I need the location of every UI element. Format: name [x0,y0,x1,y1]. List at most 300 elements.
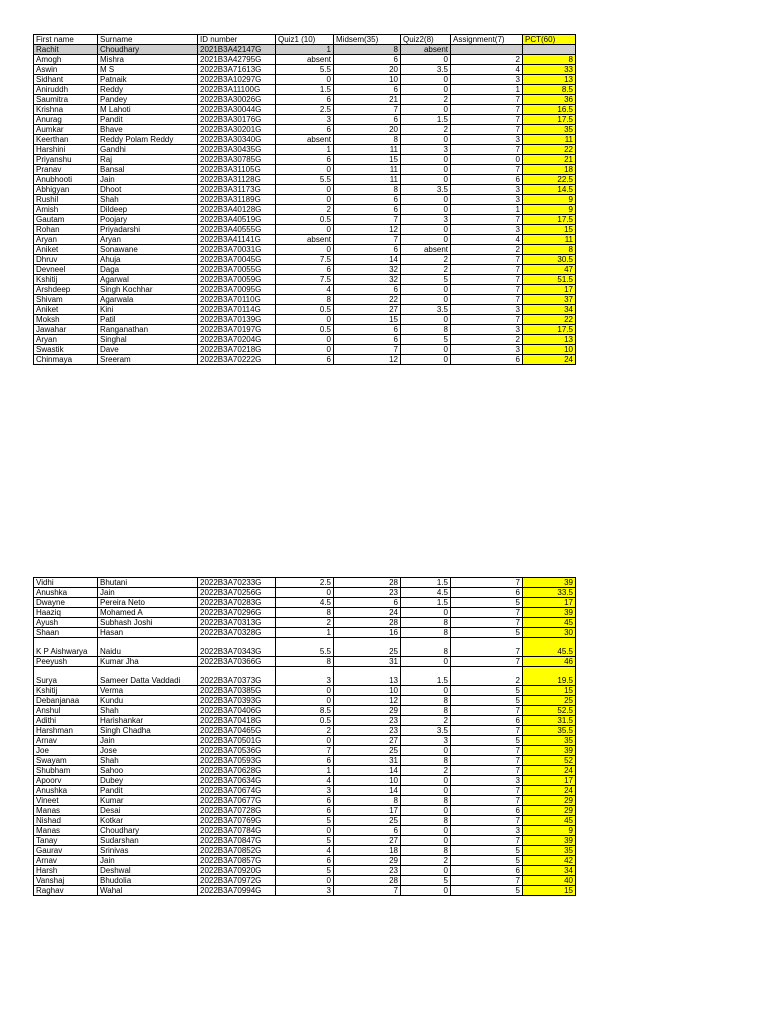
cell-id-number: 2022B3A70857G [198,856,276,866]
cell-surname: Shah [98,195,198,205]
cell-first-name: Priyanshu [34,155,98,165]
cell-quiz1: 3 [276,786,334,796]
cell-quiz2: 0 [401,836,451,846]
table-row [34,65,576,75]
header-quiz2: Quiz2(8) [401,35,451,45]
cell-midsem: 28 [334,876,401,886]
cell-first-name: Adithi [34,716,98,726]
cell-pct: 22.5 [523,175,576,185]
cell-assignment: 7 [451,295,523,305]
cell-surname: Kini [98,305,198,315]
cell-first-name: Kshitij [34,275,98,285]
cell-surname: Pandit [98,115,198,125]
cell-id-number: 2022B3A70055G [198,265,276,275]
cell-pct: 18 [523,165,576,175]
cell-surname: Ranganathan [98,325,198,335]
cell-id-number: 2022B3A70385G [198,686,276,696]
cell-midsem: 10 [334,776,401,786]
cell-surname: Jain [98,588,198,598]
table-row [34,598,576,608]
table-row [34,726,576,736]
cell-quiz2: 0 [401,225,451,235]
cell-quiz2: 2 [401,95,451,105]
cell-surname: Sameer Datta Vaddadi [98,667,198,686]
cell-midsem: 20 [334,125,401,135]
table-row [34,657,576,667]
cell-pct: 52 [523,756,576,766]
cell-id-number: 2022B3A41141G [198,235,276,245]
cell-midsem: 28 [334,578,401,588]
cell-id-number: 2022B3A71613G [198,65,276,75]
cell-quiz2: 0 [401,355,451,365]
table-row [34,886,576,896]
cell-quiz1: 6 [276,355,334,365]
cell-first-name: Harshini [34,145,98,155]
cell-pct: 42 [523,856,576,866]
cell-first-name: Rachit [34,45,98,55]
cell-surname: Kundu [98,696,198,706]
cell-first-name: Shubham [34,766,98,776]
cell-surname: Dubey [98,776,198,786]
cell-surname: Sahoo [98,766,198,776]
cell-quiz2: 5 [401,335,451,345]
cell-first-name: Moksh [34,315,98,325]
cell-id-number: 2022B3A70204G [198,335,276,345]
cell-assignment: 7 [451,608,523,618]
cell-pct: 8 [523,55,576,65]
table-row [34,45,576,55]
cell-assignment: 7 [451,215,523,225]
cell-quiz1: absent [276,135,334,145]
cell-surname: Bhave [98,125,198,135]
header-first-name: First name [34,35,98,45]
cell-midsem: 6 [334,245,401,255]
cell-midsem: 10 [334,75,401,85]
cell-assignment: 5 [451,696,523,706]
grades-table-1 [33,34,576,365]
cell-surname: Poojary [98,215,198,225]
cell-id-number: 2022B3A30044G [198,105,276,115]
cell-surname: Shah [98,706,198,716]
cell-quiz1: 5 [276,866,334,876]
cell-surname: Mohamed A [98,608,198,618]
cell-id-number: 2022B3A70769G [198,816,276,826]
cell-quiz2: 0 [401,195,451,205]
table-row [34,866,576,876]
cell-id-number: 2022B3A70674G [198,786,276,796]
header-quiz1: Quiz1 (10) [276,35,334,45]
cell-midsem: 32 [334,275,401,285]
cell-surname: Bhudolia [98,876,198,886]
cell-pct: 22 [523,315,576,325]
cell-pct: 29 [523,806,576,816]
cell-assignment: 5 [451,598,523,608]
cell-first-name: Anurag [34,115,98,125]
cell-first-name: Swastik [34,345,98,355]
cell-quiz2: 0 [401,786,451,796]
cell-id-number: 2022B3A70852G [198,846,276,856]
table-row [34,578,576,588]
cell-pct: 33 [523,65,576,75]
table-row [34,736,576,746]
cell-quiz1: 0.5 [276,716,334,726]
table-row [34,195,576,205]
cell-quiz2: 3.5 [401,305,451,315]
cell-id-number: 2022B3A70366G [198,657,276,667]
cell-pct: 17.5 [523,325,576,335]
table-row [34,588,576,598]
table-row [34,125,576,135]
cell-id-number: 2022B3A70222G [198,355,276,365]
cell-first-name: Anushka [34,786,98,796]
cell-surname: Kumar Jha [98,657,198,667]
header-pct: PCT(60) [523,35,576,45]
cell-pct: 31.5 [523,716,576,726]
cell-quiz1: 0 [276,335,334,345]
cell-first-name: Anubhooti [34,175,98,185]
cell-pct: 35 [523,736,576,746]
cell-first-name: Raghav [34,886,98,896]
cell-quiz1: 2.5 [276,578,334,588]
cell-first-name: Dhruv [34,255,98,265]
cell-quiz2: 3.5 [401,726,451,736]
cell-quiz2: 0 [401,55,451,65]
cell-midsem: 8 [334,185,401,195]
cell-quiz1: 1 [276,45,334,55]
cell-quiz2: 0 [401,155,451,165]
cell-pct: 35.5 [523,726,576,736]
cell-quiz2: 8 [401,696,451,706]
cell-midsem: 7 [334,215,401,225]
cell-id-number: 2022B3A70313G [198,618,276,628]
cell-quiz2: 3.5 [401,65,451,75]
cell-assignment: 7 [451,746,523,756]
cell-pct: 11 [523,135,576,145]
cell-quiz2: 8 [401,638,451,657]
cell-midsem: 29 [334,706,401,716]
cell-pct: 46 [523,657,576,667]
cell-first-name: Manas [34,826,98,836]
cell-midsem: 8 [334,45,401,55]
table-row [34,285,576,295]
cell-surname: Desai [98,806,198,816]
cell-id-number: 2022B3A70728G [198,806,276,816]
table-row [34,95,576,105]
cell-id-number: 2022B3A70393G [198,696,276,706]
cell-id-number: 2022B3A70536G [198,746,276,756]
cell-midsem: 6 [334,598,401,608]
cell-quiz1: 0 [276,876,334,886]
cell-surname: Deshwal [98,866,198,876]
cell-quiz2: 8 [401,756,451,766]
cell-surname: Verma [98,686,198,696]
cell-quiz1: 7 [276,746,334,756]
cell-first-name: Shivam [34,295,98,305]
cell-first-name: Joe [34,746,98,756]
cell-surname: M S [98,65,198,75]
table-row [34,275,576,285]
cell-first-name: Devneel [34,265,98,275]
cell-quiz1: 7.5 [276,255,334,265]
cell-id-number: 2022B3A11100G [198,85,276,95]
header-surname: Surname [98,35,198,45]
table-row [34,345,576,355]
table-row [34,85,576,95]
cell-surname: Shah [98,756,198,766]
cell-quiz1: 8 [276,295,334,305]
cell-midsem: 23 [334,726,401,736]
cell-surname: Dave [98,345,198,355]
cell-assignment: 7 [451,726,523,736]
cell-midsem: 14 [334,766,401,776]
cell-id-number: 2022B3A30201G [198,125,276,135]
cell-first-name: Abhigyan [34,185,98,195]
cell-id-number: 2022B3A70110G [198,295,276,305]
cell-pct: 24 [523,355,576,365]
cell-assignment: 2 [451,55,523,65]
cell-quiz1: 4.5 [276,598,334,608]
cell-quiz2: 0 [401,886,451,896]
cell-quiz1: absent [276,55,334,65]
cell-assignment: 3 [451,826,523,836]
cell-quiz2: 0 [401,866,451,876]
cell-quiz1: 5.5 [276,638,334,657]
table-row [34,305,576,315]
cell-first-name: Surya [34,667,98,686]
table-row [34,766,576,776]
cell-assignment: 5 [451,886,523,896]
cell-midsem: 7 [334,345,401,355]
cell-midsem: 22 [334,295,401,305]
cell-pct: 15 [523,686,576,696]
table-row [34,325,576,335]
table-row [34,175,576,185]
cell-quiz1: 3 [276,667,334,686]
table-row [34,335,576,345]
cell-quiz2: 0 [401,85,451,95]
cell-quiz1: 2 [276,205,334,215]
cell-surname: Jain [98,736,198,746]
cell-midsem: 20 [334,65,401,75]
cell-quiz1: 5 [276,816,334,826]
cell-midsem: 27 [334,836,401,846]
cell-assignment: 2 [451,667,523,686]
cell-quiz1: 4 [276,846,334,856]
table-row [34,638,576,657]
cell-quiz2: 0 [401,686,451,696]
cell-pct: 39 [523,746,576,756]
cell-surname: Reddy [98,85,198,95]
cell-assignment: 6 [451,716,523,726]
header-midsem: Midsem(35) [334,35,401,45]
cell-assignment: 3 [451,75,523,85]
cell-first-name: Tanay [34,836,98,846]
cell-first-name: Gautam [34,215,98,225]
cell-first-name: Dwayne [34,598,98,608]
cell-pct: 52.5 [523,706,576,716]
cell-id-number: 2022B3A30785G [198,155,276,165]
cell-first-name: Debanjanaa [34,696,98,706]
cell-midsem: 16 [334,628,401,638]
cell-quiz1: 0 [276,75,334,85]
table-row [34,265,576,275]
cell-pct: 22 [523,145,576,155]
table-row [34,776,576,786]
cell-quiz2: 0 [401,826,451,836]
cell-assignment: 5 [451,856,523,866]
cell-assignment: 7 [451,95,523,105]
cell-assignment: 5 [451,686,523,696]
cell-midsem: 29 [334,856,401,866]
cell-surname: Jain [98,175,198,185]
cell-pct: 9 [523,826,576,836]
cell-pct: 19.5 [523,667,576,686]
cell-quiz2: 2 [401,716,451,726]
cell-surname: Dildeep [98,205,198,215]
table-row [34,856,576,866]
cell-surname: Kumar [98,796,198,806]
cell-midsem: 6 [334,195,401,205]
cell-first-name: Rohan [34,225,98,235]
cell-id-number: 2022B3A70343G [198,638,276,657]
cell-midsem: 7 [334,235,401,245]
table-row [34,618,576,628]
cell-quiz1: 6 [276,856,334,866]
cell-pct: 13 [523,75,576,85]
cell-assignment: 7 [451,638,523,657]
table-row [34,185,576,195]
cell-quiz1: 8 [276,657,334,667]
cell-first-name: Pranav [34,165,98,175]
cell-quiz1: 6 [276,155,334,165]
cell-midsem: 7 [334,886,401,896]
cell-quiz1: 4 [276,776,334,786]
cell-midsem: 31 [334,756,401,766]
cell-quiz2: 3 [401,736,451,746]
table-row [34,135,576,145]
cell-quiz2: 8 [401,846,451,856]
cell-assignment: 1 [451,205,523,215]
cell-id-number: 2022B3A70593G [198,756,276,766]
cell-assignment: 7 [451,796,523,806]
cell-quiz2: 3 [401,215,451,225]
cell-id-number: 2022B3A70406G [198,706,276,716]
cell-first-name: Vanshaj [34,876,98,886]
cell-surname: M Lahoti [98,105,198,115]
cell-id-number: 2022B3A70059G [198,275,276,285]
cell-quiz2: 8 [401,628,451,638]
cell-assignment: 7 [451,265,523,275]
cell-first-name: Rushil [34,195,98,205]
table-row [34,105,576,115]
table-row [34,295,576,305]
cell-surname: Daga [98,265,198,275]
cell-pct: 10 [523,345,576,355]
cell-surname: Reddy Polam Reddy [98,135,198,145]
cell-pct: 34 [523,305,576,315]
cell-first-name: Keerthan [34,135,98,145]
cell-first-name: Ayush [34,618,98,628]
cell-quiz2: 4.5 [401,588,451,598]
cell-first-name: Haaziq [34,608,98,618]
cell-quiz1: 5.5 [276,65,334,75]
cell-quiz1: 6 [276,806,334,816]
cell-first-name: Aumkar [34,125,98,135]
cell-assignment: 1 [451,85,523,95]
cell-assignment: 4 [451,235,523,245]
cell-surname: Jain [98,856,198,866]
header-id-number: ID number [198,35,276,45]
cell-quiz2: 0 [401,165,451,175]
header-row [34,35,576,45]
cell-id-number: 2022B3A70677G [198,796,276,806]
cell-assignment: 7 [451,125,523,135]
cell-assignment: 3 [451,225,523,235]
cell-id-number: 2022B3A70256G [198,588,276,598]
cell-surname: Raj [98,155,198,165]
table-row [34,165,576,175]
cell-quiz2: 0 [401,608,451,618]
cell-quiz1: 1 [276,766,334,776]
cell-surname: Kotkar [98,816,198,826]
cell-quiz1: 0 [276,165,334,175]
cell-assignment: 3 [451,135,523,145]
cell-pct: 15 [523,225,576,235]
cell-assignment: 7 [451,836,523,846]
cell-quiz1: 0 [276,245,334,255]
cell-id-number: 2022B3A70197G [198,325,276,335]
cell-pct: 15 [523,886,576,896]
cell-surname: Jose [98,746,198,756]
cell-first-name: Peeyush [34,657,98,667]
cell-id-number: 2022B3A30026G [198,95,276,105]
cell-surname: Hasan [98,628,198,638]
table-row [34,315,576,325]
cell-midsem: 23 [334,866,401,876]
cell-midsem: 25 [334,816,401,826]
cell-assignment: 6 [451,588,523,598]
cell-quiz2: 0 [401,205,451,215]
cell-first-name: Anshul [34,706,98,716]
cell-first-name: Aswin [34,65,98,75]
cell-quiz2: 0 [401,285,451,295]
table-row [34,836,576,846]
cell-quiz1: 2.5 [276,105,334,115]
cell-assignment: 7 [451,618,523,628]
cell-assignment: 5 [451,736,523,746]
cell-midsem: 6 [334,285,401,295]
cell-surname: Sonawane [98,245,198,255]
cell-midsem: 11 [334,165,401,175]
cell-midsem: 17 [334,806,401,816]
cell-quiz1: 6 [276,796,334,806]
cell-id-number: 2022B3A70373G [198,667,276,686]
cell-surname: Naidu [98,638,198,657]
cell-surname: Choudhary [98,45,198,55]
cell-quiz2: 8 [401,325,451,335]
cell-quiz1: 0 [276,736,334,746]
cell-surname: Priyadarshi [98,225,198,235]
cell-midsem: 24 [334,608,401,618]
cell-first-name: Kshitij [34,686,98,696]
cell-assignment: 7 [451,657,523,667]
cell-quiz2: 0 [401,135,451,145]
cell-midsem: 32 [334,265,401,275]
cell-assignment: 2 [451,335,523,345]
cell-pct: 17 [523,776,576,786]
cell-quiz1: 0 [276,696,334,706]
cell-first-name: Apoorv [34,776,98,786]
